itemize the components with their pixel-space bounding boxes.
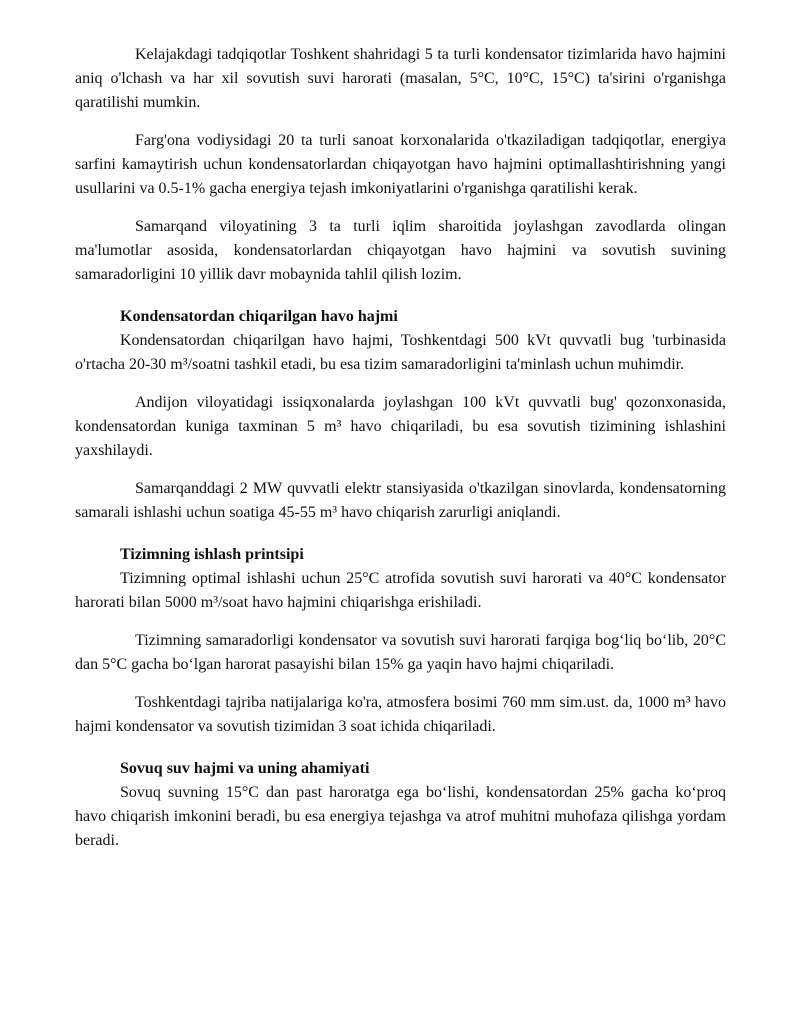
intro-paragraph-3: Samarqand viloyatining 3 ta turli iqlim sharoitida joylashgan zavodlarda olingan ma'lumotlar asosida, kondensatorlardan chiqayotgan havo hajmini va sovutish suvining samaradorligini 10 yillik davr mobaynida tahlil qilish lozim. bbox=[75, 218, 726, 283]
intro-paragraph-2: Farg'ona vodiysidagi 20 ta turli sanoat korxonalarida o'tkaziladigan tadqiqotlar, energiya sarfini kamaytirish uchun kondensatorlardan chiqayotgan havo hajmini optimallashtirishning yangi usullarini va 0.5-1% gacha energiya tejash imkoniyatlarini o'rganishga qaratilishi kerak. bbox=[75, 132, 726, 197]
section-heading-air-volume: Kondensatordan chiqarilgan havo hajmi bbox=[120, 308, 398, 325]
section1-paragraph-2: Andijon viloyatidagi issiqxonalarda joylashgan 100 kVt quvvatli bug' qozonxonasida, kondensatordan kuniga taxminan 5 m³ havo chiqariladi, bu esa sovutish tizimining ishlashini yaxshilaydi. bbox=[75, 394, 726, 459]
section2-paragraph-1: Tizimning optimal ishlashi uchun 25°C atrofida sovutish suvi harorati va 40°C kondensator harorati bilan 5000 m³/soat havo hajmini chiqarishga erishiladi. bbox=[75, 570, 726, 611]
section2-paragraph-3: Toshkentdagi tajriba natijalariga ko'ra, atmosfera bosimi 760 mm sim.ust. da, 1000 m³ havo hajmi kondensator va sovutish tizimidan 3 soat ichida chiqariladi. bbox=[75, 694, 726, 735]
document-page bbox=[75, 43, 726, 853]
section2-paragraph-2: Tizimning samaradorligi kondensator va sovutish suvi harorati farqiga bog‘liq bo‘lib, 20°C dan 5°C gacha bo‘lgan harorat pasayishi bilan 15% ga yaqin havo hajmi chiqariladi. bbox=[75, 632, 726, 673]
section-heading-cold-water: Sovuq suv hajmi va uning ahamiyati bbox=[120, 760, 370, 777]
section3-paragraph-1: Sovuq suvning 15°C dan past haroratga ega bo‘lishi, kondensatordan 25% gacha ko‘proq havo chiqarish imkonini beradi, bu esa energiya tejashga va atrof muhitni muhofaza qilishga yordam beradi. bbox=[75, 784, 726, 849]
intro-paragraph-1: Kelajakdagi tadqiqotlar Toshkent shahridagi 5 ta turli kondensator tizimlarida havo hajmini aniq o'lchash va har xil sovutish suvi harorati (masalan, 5°C, 10°C, 15°C) ta'sirini o'rganishga qaratilishi mumkin. bbox=[75, 46, 726, 111]
section1-paragraph-3: Samarqanddagi 2 MW quvvatli elektr stansiyasida o'tkazilgan sinovlarda, kondensatorning samarali ishlashi uchun soatiga 45-55 m³ havo chiqarish zarurligi aniqlandi. bbox=[75, 480, 726, 521]
section-heading-operating-principle: Tizimning ishlash printsipi bbox=[120, 546, 304, 563]
section1-paragraph-1: Kondensatordan chiqarilgan havo hajmi, Toshkentdagi 500 kVt quvvatli bug 'turbinasida o'rtacha 20-30 m³/soatni tashkil etadi, bu esa tizim samaradorligini ta'minlash uchun muhimdir. bbox=[75, 332, 726, 373]
